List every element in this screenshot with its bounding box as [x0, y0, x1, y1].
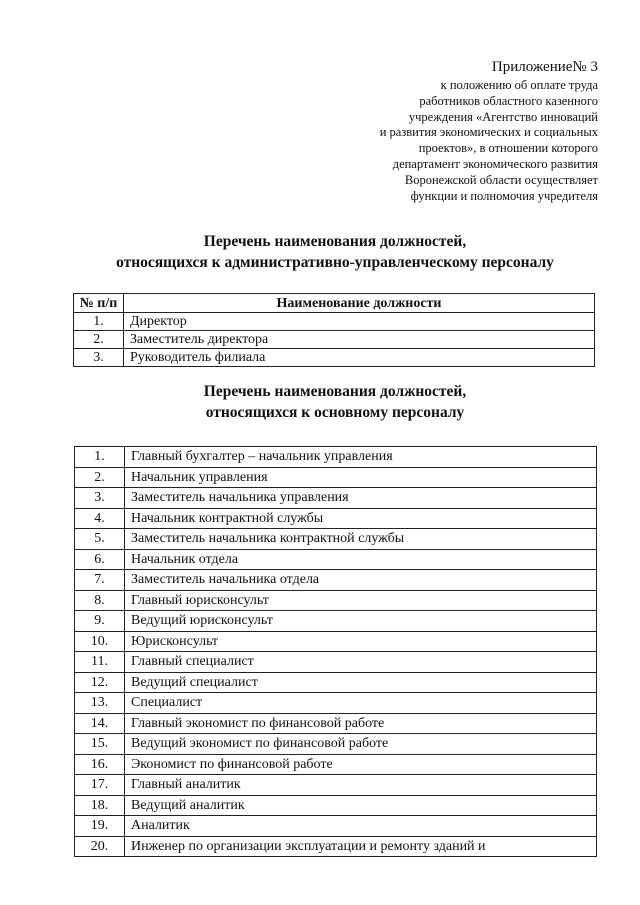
row-num: 11. [75, 652, 125, 673]
appendix-line: департамент экономического развития [392, 156, 598, 171]
row-name: Аналитик [125, 816, 597, 837]
row-name: Главный бухгалтер – начальник управления [125, 447, 597, 468]
row-name: Главный аналитик [125, 775, 597, 796]
row-num: 1. [75, 447, 125, 468]
table-row [74, 331, 595, 349]
main-staff-table [74, 446, 597, 857]
row-num: 20. [75, 836, 125, 857]
table-row [75, 836, 597, 857]
table-row [75, 570, 597, 591]
row-num: 18. [75, 795, 125, 816]
list1-heading-line2: относящихся к административно-управленческому персоналу [116, 254, 554, 271]
table-row [75, 631, 597, 652]
row-num: 14. [75, 713, 125, 734]
appendix-title: Приложение№ 3 [491, 59, 598, 75]
list2-heading [0, 381, 640, 423]
row-num: 5. [75, 529, 125, 550]
table-row [75, 529, 597, 550]
appendix-line: работников областного казенного [419, 93, 598, 108]
table-row [75, 467, 597, 488]
header-name: Наименование должности [124, 294, 595, 313]
row-name: Директор [124, 313, 595, 331]
appendix-line: проектов», в отношении которого [418, 141, 598, 156]
table-row [75, 693, 597, 714]
table-row [75, 447, 597, 468]
row-num: 8. [75, 590, 125, 611]
row-num: 13. [75, 693, 125, 714]
row-num: 7. [75, 570, 125, 591]
table-row [75, 816, 597, 837]
row-name: Специалист [125, 693, 597, 714]
table-row [75, 795, 597, 816]
row-name: Ведущий экономист по финансовой работе [125, 734, 597, 755]
row-name: Главный экономист по финансовой работе [125, 713, 597, 734]
list1-heading [0, 231, 640, 273]
row-num: 19. [75, 816, 125, 837]
row-name: Главный юрисконсульт [125, 590, 597, 611]
table-row [75, 590, 597, 611]
appendix-line: к положению об оплате труда [440, 78, 598, 92]
list2-heading-line2: относящихся к основному персоналу [205, 404, 465, 421]
row-num: 3. [75, 488, 125, 509]
row-num: 2. [75, 467, 125, 488]
row-name: Ведущий аналитик [125, 795, 597, 816]
table-row [75, 508, 597, 529]
appendix-line: и развития экономических и социальных [379, 125, 598, 140]
row-name: Начальник отдела [125, 549, 597, 570]
table-row [75, 549, 597, 570]
row-num: 2. [74, 331, 124, 349]
header-num: № п/п [74, 294, 124, 313]
row-name: Юрисконсульт [125, 631, 597, 652]
table-row [75, 713, 597, 734]
row-num: 6. [75, 549, 125, 570]
row-name: Заместитель начальника контрактной службы [125, 529, 597, 550]
table-row [75, 754, 597, 775]
row-name: Главный специалист [125, 652, 597, 673]
row-num: 15. [75, 734, 125, 755]
admin-staff-table [73, 293, 595, 367]
row-name: Инженер по организации эксплуатации и ремонту зданий и [125, 836, 597, 857]
row-num: 10. [75, 631, 125, 652]
table-row [74, 349, 595, 367]
row-num: 1. [74, 313, 124, 331]
table-header-row [74, 294, 595, 313]
row-name: Заместитель начальника отдела [125, 570, 597, 591]
row-num: 3. [74, 349, 124, 367]
appendix-block [298, 58, 598, 204]
row-num: 16. [75, 754, 125, 775]
appendix-line: учреждения «Агентство инноваций [408, 109, 598, 124]
list2-heading-line1: Перечень наименования должностей, [203, 383, 467, 400]
table-row [75, 672, 597, 693]
row-name: Ведущий специалист [125, 672, 597, 693]
table-row [75, 734, 597, 755]
row-name: Заместитель директора [124, 331, 595, 349]
row-name: Начальник контрактной службы [125, 508, 597, 529]
row-name: Заместитель начальника управления [125, 488, 597, 509]
row-num: 17. [75, 775, 125, 796]
row-name: Экономист по финансовой работе [125, 754, 597, 775]
table-row [75, 488, 597, 509]
appendix-line: Воронежской области осуществляет [404, 172, 598, 187]
row-name: Начальник управления [125, 467, 597, 488]
appendix-line: функции и полномочия учредителя [410, 188, 598, 203]
list1-heading-line1: Перечень наименования должностей, [203, 233, 467, 250]
table-row [75, 775, 597, 796]
row-num: 4. [75, 508, 125, 529]
table-row [74, 313, 595, 331]
table-row [75, 611, 597, 632]
row-num: 12. [75, 672, 125, 693]
row-name: Руководитель филиала [124, 349, 595, 367]
table-row [75, 652, 597, 673]
row-name: Ведущий юрисконсульт [125, 611, 597, 632]
row-num: 9. [75, 611, 125, 632]
